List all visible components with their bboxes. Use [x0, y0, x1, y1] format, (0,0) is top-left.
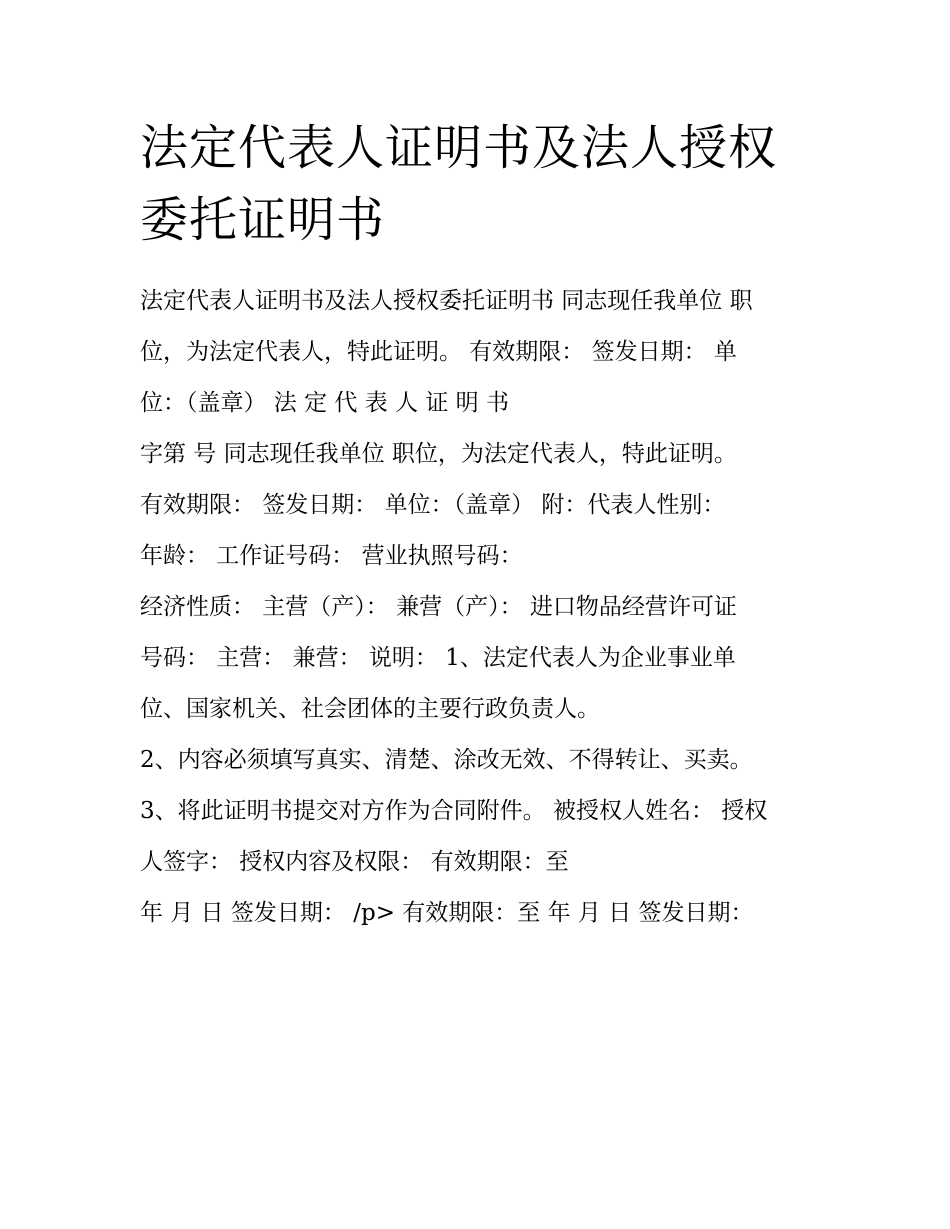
body-line-9: 位、国家机关、社会团体的主要行政负责人。	[140, 696, 600, 722]
body-line-3: 位：（盖章） 法 定 代 表 人 证 明 书	[140, 390, 509, 416]
body-line-6: 年龄： 工作证号码： 营业执照号码：	[140, 543, 523, 569]
document-title	[140, 112, 820, 256]
document-body	[140, 276, 830, 939]
body-line-1: 法定代表人证明书及法人授权委托证明书 同志现任我单位 职	[140, 288, 753, 314]
title-line-1: 法定代表人证明书及法人授权	[140, 120, 778, 176]
body-line-4: 字第 号 同志现任我单位 职位，为法定代表人，特此证明。	[140, 441, 737, 467]
body-line-2: 位，为法定代表人，特此证明。 有效期限： 签发日期： 单	[140, 339, 737, 365]
body-line-10: 2、内容必须填写真实、清楚、涂改无效、不得转让、买卖。	[140, 747, 753, 773]
body-line-11: 3、将此证明书提交对方作为合同附件。 被授权人姓名： 授权	[140, 798, 768, 824]
body-line-12: 人签字： 授权内容及权限： 有效期限：至	[140, 849, 569, 875]
body-line-5: 有效期限： 签发日期： 单位：（盖章） 附：代表人性别：	[140, 492, 726, 518]
title-line-2: 委托证明书	[140, 192, 386, 248]
body-line-7: 经济性质： 主营（产）： 兼营（产）： 进口物品经营许可证	[140, 594, 737, 620]
body-line-8: 号码： 主营： 兼营： 说明： 1、法定代表人为企业事业单	[140, 645, 736, 671]
body-line-13: 年 月 日 签发日期： /p> 有效期限：至 年 月 日 签发日期：	[140, 900, 754, 926]
